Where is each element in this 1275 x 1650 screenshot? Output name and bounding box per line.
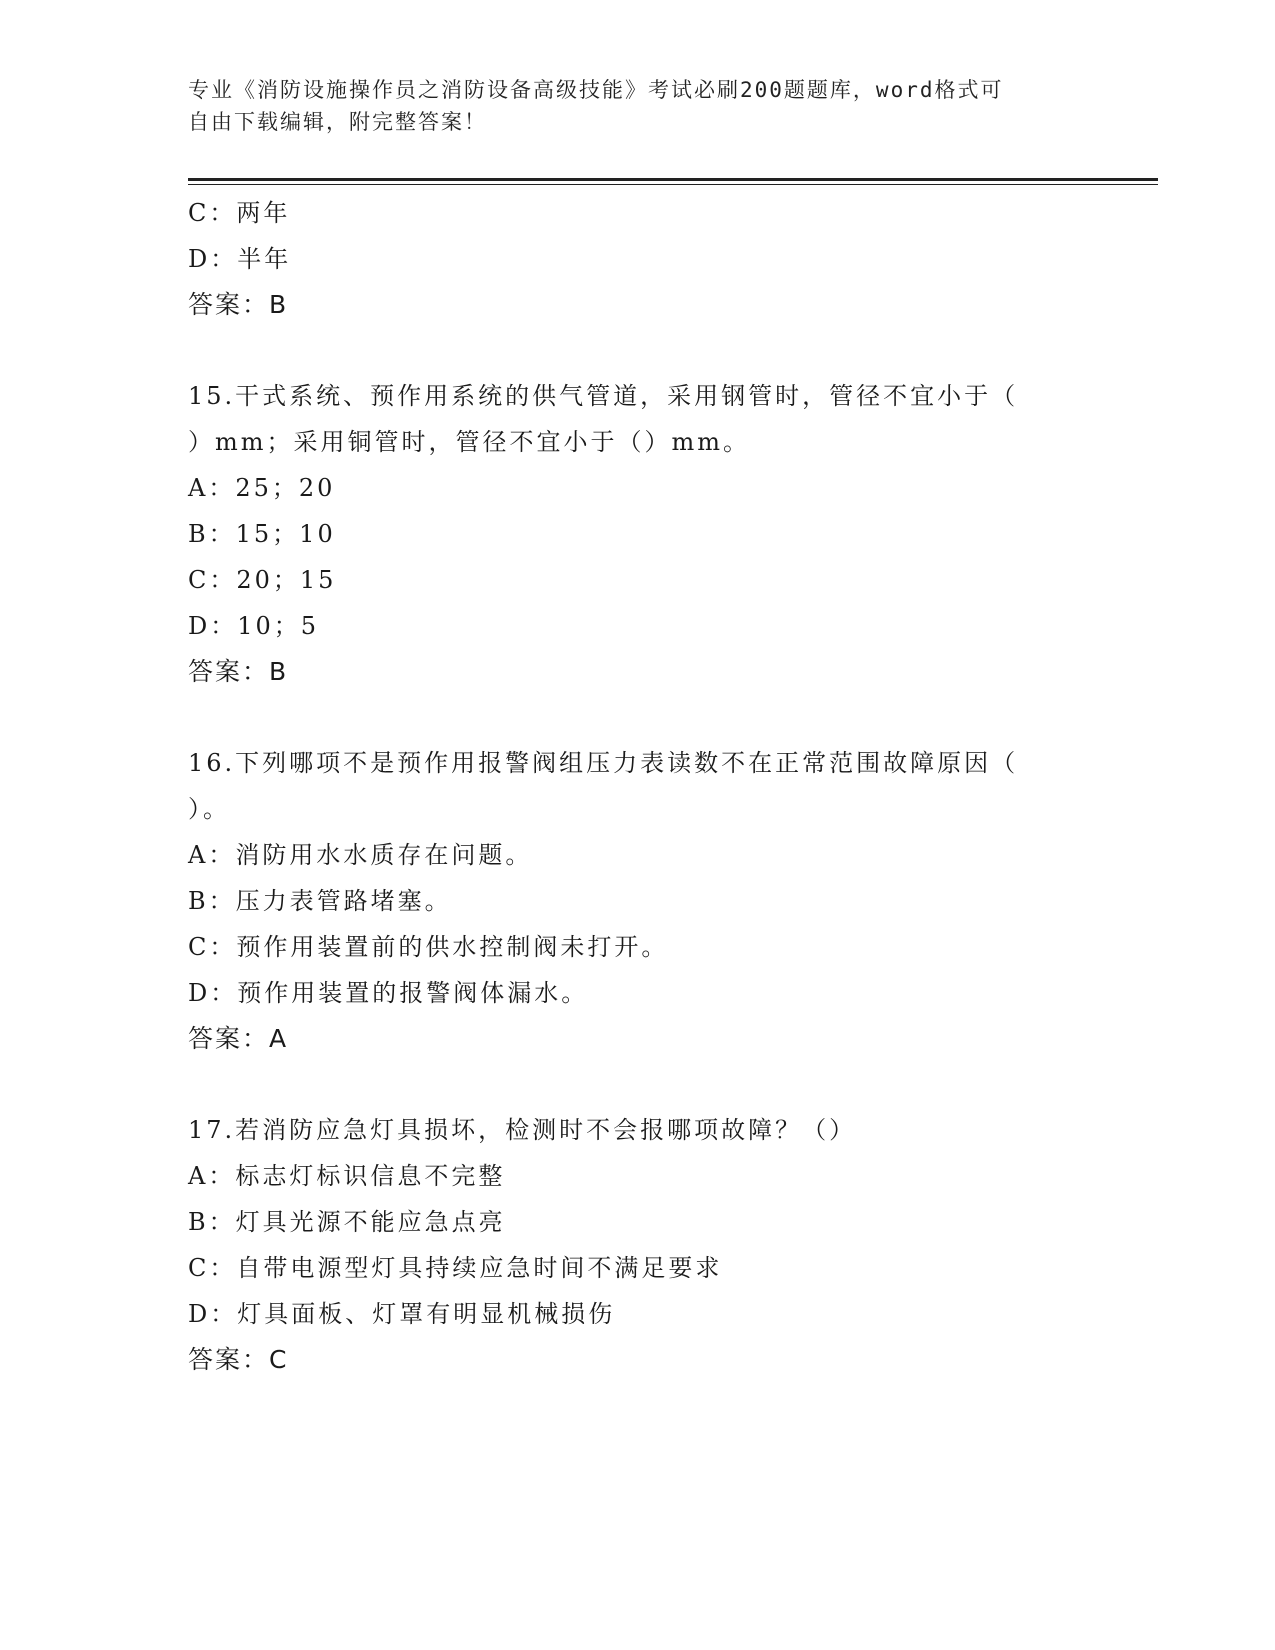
- option-b: B：压力表管路堵塞。: [188, 887, 452, 915]
- question-list: [188, 190, 1088, 1383]
- answer-line: 答案：B: [188, 290, 289, 319]
- answer-line: 答案：C: [188, 1345, 289, 1374]
- option-d: D：预作用装置的报警阀体漏水。: [188, 979, 589, 1007]
- option-d: D：10；5: [188, 612, 320, 640]
- option-d: D：半年: [188, 245, 292, 273]
- question-text: 16.下列哪项不是预作用报警阀组压力表读数不在正常范围故障原因（: [188, 749, 1019, 777]
- header-divider-thin: [188, 184, 1158, 185]
- option-a: A：消防用水水质存在问题。: [188, 841, 533, 869]
- header-line-2: 自由下载编辑，附完整答案！: [188, 110, 487, 134]
- option-c: C：20；15: [188, 566, 337, 594]
- answer-line: 答案：A: [188, 1024, 289, 1053]
- option-a: A：标志灯标识信息不完整: [188, 1162, 506, 1190]
- document-header: [188, 74, 1068, 138]
- option-c: C：自带电源型灯具持续应急时间不满足要求: [188, 1254, 723, 1282]
- question-text: 15.干式系统、预作用系统的供气管道，采用钢管时，管径不宜小于（: [188, 382, 1019, 410]
- question-text: ）mm；采用铜管时，管径不宜小于（）mm。: [188, 428, 751, 456]
- question-15: [188, 373, 1088, 695]
- answer-line: 答案：B: [188, 657, 289, 686]
- option-b: B：15；10: [188, 520, 336, 548]
- option-c: C：两年: [188, 199, 291, 227]
- question-17: [188, 1107, 1088, 1383]
- option-d: D：灯具面板、灯罩有明显机械损伤: [188, 1300, 616, 1328]
- carryover-block: [188, 190, 1088, 328]
- question-16: [188, 740, 1088, 1062]
- header-divider: [188, 178, 1158, 181]
- question-text: 17.若消防应急灯具损坏，检测时不会报哪项故障？（）: [188, 1116, 857, 1144]
- header-line-1: 专业《消防设施操作员之消防设备高级技能》考试必刷200题题库，word格式可: [188, 78, 1004, 102]
- option-b: B：灯具光源不能应急点亮: [188, 1208, 506, 1236]
- option-c: C：预作用装置前的供水控制阀未打开。: [188, 933, 669, 961]
- question-text: ）。: [188, 795, 230, 823]
- option-a: A：25；20: [188, 474, 336, 502]
